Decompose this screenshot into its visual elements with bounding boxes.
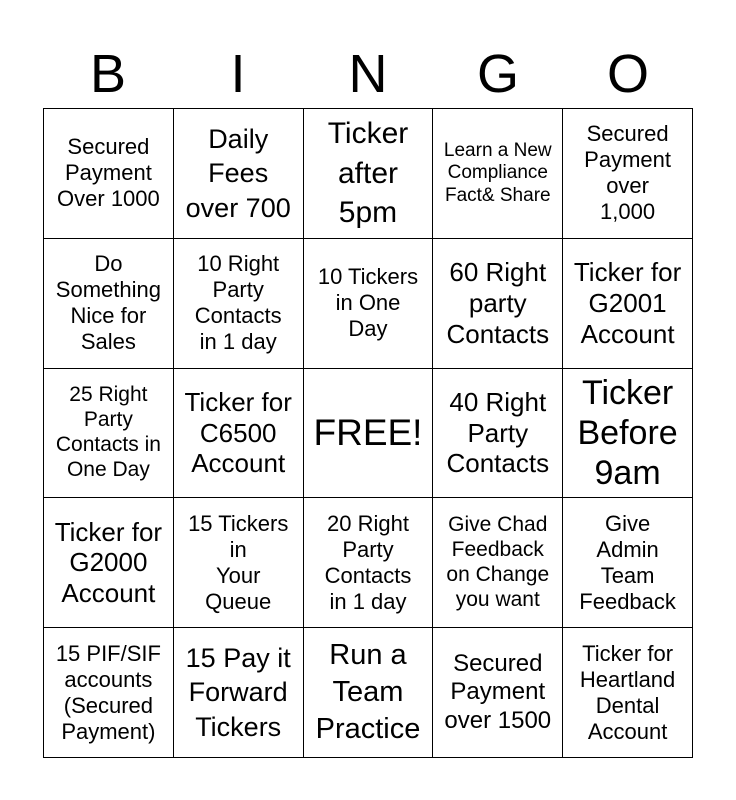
bingo-cell[interactable]: Daily Fees over 700 bbox=[174, 109, 304, 239]
bingo-cell[interactable]: Ticker for G2000 Account bbox=[44, 498, 174, 628]
header-letter-n: N bbox=[348, 44, 388, 104]
bingo-cell[interactable]: Ticker Before 9am bbox=[563, 369, 693, 499]
bingo-cell[interactable]: Give Admin Team Feedback bbox=[563, 498, 693, 628]
bingo-cell[interactable]: Ticker after 5pm bbox=[304, 109, 434, 239]
header-letter-g: G bbox=[476, 44, 519, 104]
bingo-cell[interactable]: Give Chad Feedback on Change you want bbox=[433, 498, 563, 628]
header-letter-b: B bbox=[89, 44, 127, 104]
bingo-cell[interactable]: 10 Right Party Contacts in 1 day bbox=[174, 239, 304, 369]
header-letter-o: O bbox=[606, 44, 649, 104]
bingo-cell[interactable]: 40 Right Party Contacts bbox=[433, 369, 563, 499]
bingo-header bbox=[43, 40, 693, 108]
bingo-cell[interactable]: Ticker for G2001 Account bbox=[563, 239, 693, 369]
bingo-cell[interactable]: 20 Right Party Contacts in 1 day bbox=[304, 498, 434, 628]
bingo-cell[interactable]: Secured Payment Over 1000 bbox=[44, 109, 174, 239]
bingo-cell[interactable]: Secured Payment over 1,000 bbox=[563, 109, 693, 239]
bingo-cell[interactable]: Secured Payment over 1500 bbox=[433, 628, 563, 758]
bingo-cell[interactable]: Run a Team Practice bbox=[304, 628, 434, 758]
bingo-cell[interactable]: 15 Pay it Forward Tickers bbox=[174, 628, 304, 758]
bingo-cell[interactable]: 60 Right party Contacts bbox=[433, 239, 563, 369]
header-letter-i: I bbox=[230, 44, 246, 104]
bingo-cell[interactable]: 25 Right Party Contacts in One Day bbox=[44, 369, 174, 499]
bingo-cell[interactable]: Ticker for C6500 Account bbox=[174, 369, 304, 499]
bingo-cell[interactable]: 10 Tickers in One Day bbox=[304, 239, 434, 369]
bingo-cell[interactable]: Do Something Nice for Sales bbox=[44, 239, 174, 369]
bingo-cell[interactable]: Learn a New Compliance Fact& Share bbox=[433, 109, 563, 239]
bingo-card-grid bbox=[43, 108, 693, 758]
free-space-cell[interactable]: FREE! bbox=[304, 369, 434, 499]
bingo-cell[interactable]: 15 Tickers in Your Queue bbox=[174, 498, 304, 628]
bingo-cell[interactable]: Ticker for Heartland Dental Account bbox=[563, 628, 693, 758]
bingo-cell[interactable]: 15 PIF/SIF accounts (Secured Payment) bbox=[44, 628, 174, 758]
